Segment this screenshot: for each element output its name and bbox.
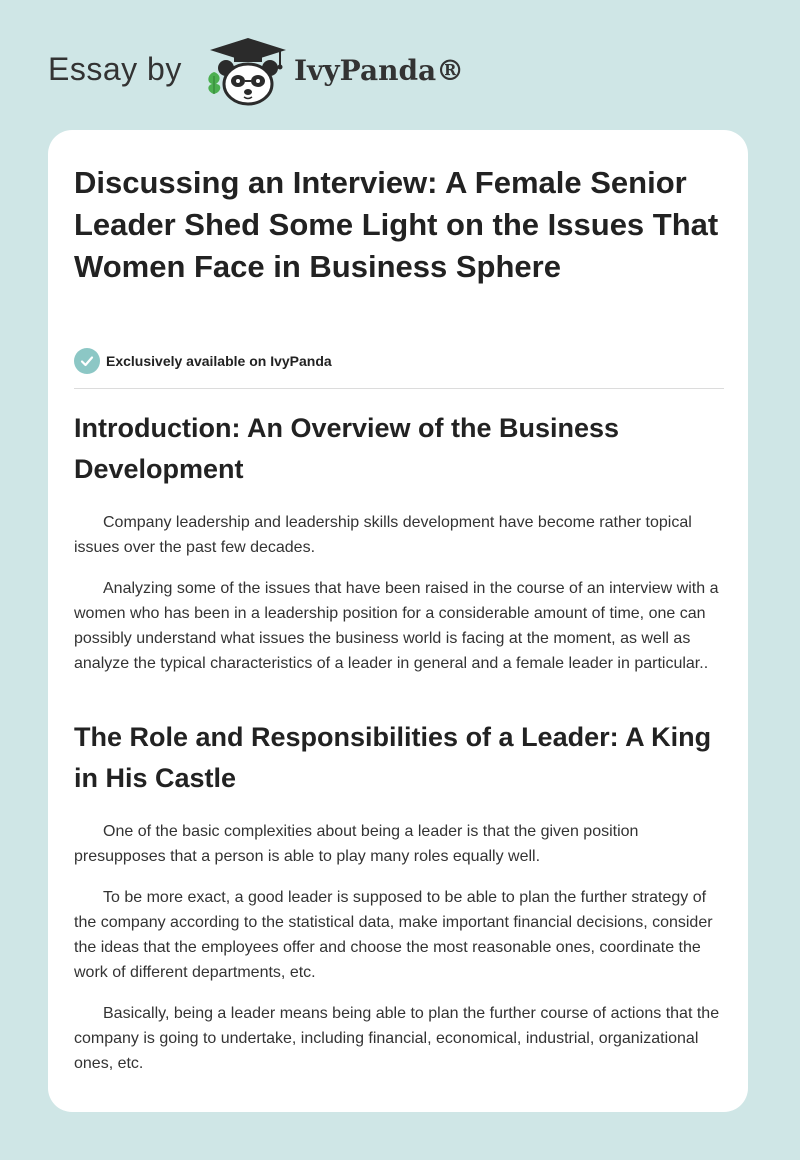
- paragraph: To be more exact, a good leader is supposed to be able to plan the further strategy of the company according to the statistical data, make important financial decisions, consider the ideas that the employees offer and choose the most reasonable ones, coordinate the work of different departments, etc.: [74, 889, 713, 981]
- divider: [74, 388, 724, 389]
- brand-name: IvyPanda®: [294, 54, 465, 87]
- ivy-leaf-icon: [204, 70, 224, 96]
- paragraph: Basically, being a leader means being able to plan the further course of actions that the company is going to undertake, including financial, economical, industrial, organizational ones, etc.: [74, 1005, 720, 1072]
- site-header: [0, 0, 800, 130]
- exclusive-label: Exclusively available on IvyPanda: [106, 353, 332, 369]
- section-heading-role: The Role and Responsibilities of a Leader: A King in His Castle: [74, 722, 712, 793]
- checkmark-icon: [74, 348, 100, 374]
- essay-by-label: Essay by: [48, 51, 182, 87]
- section-heading-introduction: Introduction: An Overview of the Business Development: [74, 413, 620, 484]
- ivypanda-logo[interactable]: [200, 36, 465, 108]
- exclusive-badge: [74, 348, 332, 374]
- essay-card: [48, 130, 748, 1112]
- paragraph: One of the basic complexities about being a leader is that the given position presupposes that a person is able to play many roles equally well.: [74, 823, 639, 865]
- paragraph: Company leadership and leadership skills development have become rather topical issues over the past few decades.: [74, 514, 692, 556]
- paragraph: Analyzing some of the issues that have been raised in the course of an interview with a women who has been in a leadership position for a considerable amount of time, one can possibly understand what issues the business world is facing at the moment, as well as analyze the typical characteristics of a leader in general and a female leader in particular..: [74, 580, 719, 672]
- page-title: Discussing an Interview: A Female Senior Leader Shed Some Light on the Issues That Women Face in Business Sphere: [74, 165, 719, 284]
